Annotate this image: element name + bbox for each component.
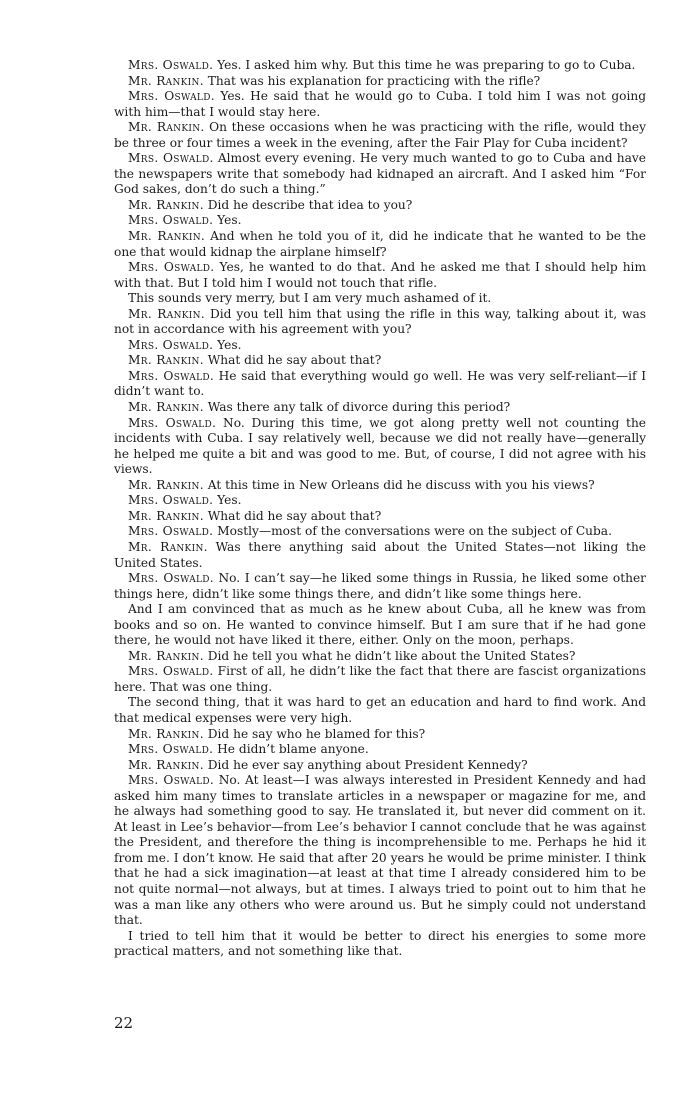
- testimony-text: Yes.: [217, 213, 242, 228]
- testimony-paragraph: [114, 773, 646, 928]
- speaker-name: Mrs. Oswald.: [128, 337, 214, 352]
- testimony-text: This sounds very merry, but I am very much ashamed of it.: [128, 291, 492, 306]
- testimony-text: No. At least—I was always interested in President Kennedy and had asked him many times to translate articles in a newspaper or magazine for me, and he always had something good to say. He translated it, but never did comment on it. At least in Lee’s behavior—from Lee’s behavior I cannot conclude that he was against the President, and therefore the thing is incomprehensible to me. Perhaps he hid it from me. I don’t know. He said that after 20 years he would be prime minister. I think that he had a sick imagination—at least at that time I already considered him to be not quite normal—not always, but at times. I always tried to point out to him that he was a man like any others who were around us. But he simply could not understand that.: [114, 773, 647, 928]
- testimony-paragraph: [114, 260, 646, 291]
- testimony-text: And I am convinced that as much as he knew about Cuba, all he knew was from books and so on. He wanted to convince himself. But I am sure that if he had gone there, he would not have liked it there, either. Only on the moon, perhaps.: [114, 602, 646, 648]
- testimony-text: Did he ever say anything about President Kennedy?: [207, 757, 528, 772]
- testimony-paragraph: [114, 58, 646, 74]
- testimony-text: First of all, he didn’t like the fact that there are fascist organizations here. That was one thing.: [114, 664, 647, 694]
- testimony-text: Yes. He said that he would go to Cuba. I told him I was not going with him—that I would stay here.: [114, 89, 647, 119]
- testimony-paragraph: [114, 571, 646, 602]
- testimony-paragraph: [114, 353, 646, 369]
- testimony-text: Did he say who he blamed for this?: [207, 726, 426, 741]
- testimony-paragraph: [114, 695, 646, 726]
- testimony-paragraph: [114, 338, 646, 354]
- speaker-name: Mr. Rankin.: [128, 477, 204, 492]
- testimony-paragraph: [114, 120, 646, 151]
- testimony-paragraph: [114, 727, 646, 743]
- testimony-text: Was there any talk of divorce during this period?: [207, 400, 511, 415]
- testimony-paragraph: [114, 929, 646, 960]
- speaker-name: Mrs. Oswald.: [128, 415, 217, 430]
- page-number: 22: [114, 1014, 134, 1032]
- testimony-paragraph: [114, 524, 646, 540]
- speaker-name: Mrs. Oswald.: [128, 368, 215, 383]
- testimony-paragraph: [114, 89, 646, 120]
- testimony-text: Mostly—most of the conversations were on the subject of Cuba.: [217, 524, 612, 539]
- speaker-name: Mrs. Oswald.: [128, 213, 214, 228]
- transcript-body: [114, 58, 646, 960]
- testimony-paragraph: [114, 602, 646, 649]
- speaker-name: Mrs. Oswald.: [128, 89, 215, 104]
- testimony-paragraph: [114, 493, 646, 509]
- testimony-text: Yes.: [217, 337, 242, 352]
- testimony-paragraph: [114, 400, 646, 416]
- speaker-name: Mr. Rankin.: [128, 726, 204, 741]
- speaker-name: Mr. Rankin.: [128, 400, 204, 415]
- speaker-name: Mr. Rankin.: [128, 353, 204, 368]
- speaker-name: Mrs. Oswald.: [128, 664, 214, 679]
- testimony-text: Did he tell you what he didn’t like about the United States?: [207, 648, 576, 663]
- testimony-text: On these occasions when he was practicing with the rifle, would they be three or four times a week in the evening, after the Fair Play for Cuba incident?: [114, 120, 646, 150]
- testimony-text: The second thing, that it was hard to get an education and hard to find work. And that medical expenses were very high.: [114, 695, 646, 725]
- speaker-name: Mr. Rankin.: [128, 306, 205, 321]
- testimony-text: Almost every evening. He very much wanted to go to Cuba and have the newspapers write that somebody had kidnaped an aircraft. And I asked him “For God sakes, don’t do such a thing.”: [114, 151, 646, 197]
- testimony-text: And when he told you of it, did he indicate that he wanted to be the one that would kidnap the airplane himself?: [114, 229, 646, 259]
- testimony-paragraph: [114, 540, 646, 571]
- speaker-name: Mr. Rankin.: [128, 757, 204, 772]
- testimony-text: At this time in New Orleans did he discuss with you his views?: [207, 477, 595, 492]
- speaker-name: Mr. Rankin.: [128, 648, 204, 663]
- testimony-paragraph: [114, 758, 646, 774]
- speaker-name: Mr. Rankin.: [128, 73, 204, 88]
- speaker-name: Mrs. Oswald.: [128, 571, 214, 586]
- speaker-name: Mrs. Oswald.: [128, 524, 214, 539]
- speaker-name: Mrs. Oswald.: [128, 742, 214, 757]
- testimony-paragraph: [114, 213, 646, 229]
- testimony-text: No. I can’t say—he liked some things in Russia, he liked some other things here, didn’t like some things there, and didn’t like some things here.: [114, 571, 647, 601]
- testimony-text: That was his explanation for practicing with the rifle?: [207, 73, 541, 88]
- testimony-paragraph: [114, 478, 646, 494]
- speaker-name: Mr. Rankin.: [128, 120, 205, 135]
- speaker-name: Mrs. Oswald.: [128, 260, 215, 275]
- testimony-text: He didn’t blame anyone.: [217, 742, 369, 757]
- testimony-text: No. During this time, we got along pretty well not counting the incidents with Cuba. I say relatively well, because we did not really have—generally he helped me quite a bit and was good to me. But, of course, I did not agree with his views.: [114, 415, 647, 477]
- testimony-text: Was there anything said about the United States—not liking the United States.: [114, 539, 647, 570]
- testimony-paragraph: [114, 742, 646, 758]
- testimony-paragraph: [114, 369, 646, 400]
- speaker-name: Mrs. Oswald.: [128, 58, 214, 72]
- testimony-paragraph: [114, 307, 646, 338]
- testimony-paragraph: [114, 509, 646, 525]
- testimony-paragraph: [114, 649, 646, 665]
- speaker-name: Mr. Rankin.: [128, 508, 204, 523]
- testimony-text: Did you tell him that using the rifle in this way, talking about it, was not in accordance with his agreement with you?: [114, 306, 646, 337]
- speaker-name: Mrs. Oswald.: [128, 773, 215, 788]
- testimony-text: I tried to tell him that it would be better to direct his energies to some more practical matters, and not something like that.: [114, 928, 646, 959]
- testimony-paragraph: [114, 151, 646, 198]
- speaker-name: Mr. Rankin.: [128, 229, 206, 244]
- testimony-paragraph: [114, 416, 646, 478]
- testimony-paragraph: [114, 198, 646, 214]
- testimony-text: What did he say about that?: [207, 508, 382, 523]
- testimony-text: Yes, he wanted to do that. And he asked me that I should help him with that. But I told him I would not touch that rifle.: [114, 260, 647, 290]
- testimony-text: Yes. I asked him why. But this time he was preparing to go to Cuba.: [217, 58, 636, 72]
- speaker-name: Mrs. Oswald.: [128, 151, 214, 166]
- testimony-text: Did he describe that idea to you?: [207, 197, 413, 212]
- testimony-paragraph: [114, 664, 646, 695]
- speaker-name: Mr. Rankin.: [128, 539, 208, 554]
- testimony-paragraph: [114, 291, 646, 307]
- speaker-name: Mrs. Oswald.: [128, 493, 214, 508]
- testimony-paragraph: [114, 74, 646, 90]
- speaker-name: Mr. Rankin.: [128, 197, 204, 212]
- testimony-text: What did he say about that?: [207, 353, 382, 368]
- testimony-text: He said that everything would go well. He was very self-reliant—if I didn’t want to.: [114, 368, 647, 399]
- testimony-text: Yes.: [217, 493, 242, 508]
- testimony-paragraph: [114, 229, 646, 260]
